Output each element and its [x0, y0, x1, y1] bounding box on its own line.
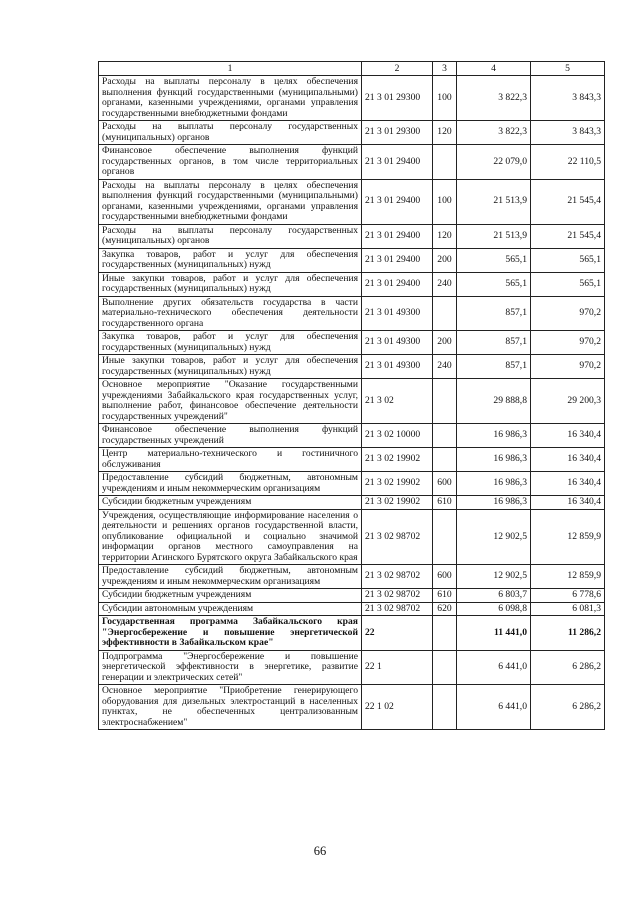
amount-year-2-cell: 11 286,2: [531, 616, 605, 651]
table-row: [99, 509, 605, 565]
row-name-cell: Государственная программа Забайкальского края "Энергосбережение и повышение энергетической эффективности в Забайкальском крае": [99, 616, 362, 651]
row-name-cell: Финансовое обеспечение выполнения функций государственных органов, в том числе территориальных органов: [99, 145, 362, 180]
amount-year-1-cell: 11 441,0: [457, 616, 531, 651]
expense-type-cell: 610: [433, 496, 457, 510]
expense-type-cell: [433, 509, 457, 565]
table-row: [99, 248, 605, 272]
table-row: [99, 424, 605, 448]
target-article-cell: 21 3 01 29400: [362, 145, 433, 180]
table-row: [99, 379, 605, 424]
expense-type-cell: 100: [433, 179, 457, 224]
expense-type-cell: 200: [433, 248, 457, 272]
target-article-cell: 21 3 02 19902: [362, 472, 433, 496]
row-name-cell: Подпрограмма "Энергосбережение и повышение энергетической эффективности в энергетике, развитие генерации и электрических сетей": [99, 650, 362, 685]
row-name-cell: Основное мероприятие "Оказание государственными учреждениями Забайкальского края государственных услуг, выполнение работ, финансовое обеспечение деятельности государственных учреждений": [99, 379, 362, 424]
expense-type-cell: 600: [433, 565, 457, 589]
amount-year-2-cell: 565,1: [531, 248, 605, 272]
column-number-5: 5: [531, 62, 605, 76]
table-row: [99, 296, 605, 331]
table-row: [99, 685, 605, 730]
column-number-2: 2: [362, 62, 433, 76]
amount-year-2-cell: 970,2: [531, 331, 605, 355]
amount-year-2-cell: 6 081,3: [531, 602, 605, 616]
target-article-cell: 21 3 02 10000: [362, 424, 433, 448]
amount-year-1-cell: 3 822,3: [457, 121, 531, 145]
target-article-cell: 21 3 01 49300: [362, 355, 433, 379]
row-name-cell: Центр материально-технического и гостиничного обслуживания: [99, 448, 362, 472]
table-row: [99, 496, 605, 510]
table-row: [99, 331, 605, 355]
amount-year-2-cell: 6 286,2: [531, 650, 605, 685]
amount-year-2-cell: 6 286,2: [531, 685, 605, 730]
page-number: 66: [313, 844, 327, 858]
amount-year-2-cell: 12 859,9: [531, 565, 605, 589]
row-name-cell: Расходы на выплаты персоналу в целях обеспечения выполнения функций государственными (муниципальными) органами, казенными учреждениями, органами управления государственными внебюджетными фондами: [99, 179, 362, 224]
amount-year-1-cell: 22 079,0: [457, 145, 531, 180]
expense-type-cell: [433, 448, 457, 472]
expense-type-cell: 200: [433, 331, 457, 355]
table-row: [99, 602, 605, 616]
expense-type-cell: 100: [433, 76, 457, 121]
expense-type-cell: [433, 379, 457, 424]
target-article-cell: 21 3 02 98702: [362, 602, 433, 616]
amount-year-1-cell: 6 441,0: [457, 650, 531, 685]
expense-type-cell: [433, 424, 457, 448]
amount-year-1-cell: 857,1: [457, 355, 531, 379]
column-number-3: 3: [433, 62, 457, 76]
table-row: [99, 472, 605, 496]
table-row: [99, 121, 605, 145]
expense-type-cell: 620: [433, 602, 457, 616]
target-article-cell: 22 1 02: [362, 685, 433, 730]
amount-year-1-cell: 12 902,5: [457, 509, 531, 565]
amount-year-1-cell: 857,1: [457, 331, 531, 355]
target-article-cell: 22: [362, 616, 433, 651]
table-row: [99, 589, 605, 603]
row-name-cell: Расходы на выплаты персоналу в целях обеспечения выполнения функций государственными (муниципальными) органами, казенными учреждениями, органами управления государственными внебюджетными фондами: [99, 76, 362, 121]
row-name-cell: Расходы на выплаты персоналу государственных (муниципальных) органов: [99, 224, 362, 248]
column-number-1: 1: [99, 62, 362, 76]
amount-year-2-cell: 21 545,4: [531, 179, 605, 224]
table-row: [99, 272, 605, 296]
target-article-cell: 21 3 02 98702: [362, 509, 433, 565]
amount-year-2-cell: 3 843,3: [531, 121, 605, 145]
amount-year-2-cell: 12 859,9: [531, 509, 605, 565]
amount-year-1-cell: 6 098,8: [457, 602, 531, 616]
target-article-cell: 21 3 02 98702: [362, 565, 433, 589]
budget-table: [98, 61, 605, 730]
table-row: [99, 76, 605, 121]
table-row: [99, 145, 605, 180]
amount-year-1-cell: 21 513,9: [457, 224, 531, 248]
column-number-row: [99, 62, 605, 76]
amount-year-2-cell: 29 200,3: [531, 379, 605, 424]
table-row: [99, 224, 605, 248]
expense-type-cell: [433, 685, 457, 730]
amount-year-1-cell: 857,1: [457, 296, 531, 331]
amount-year-1-cell: 12 902,5: [457, 565, 531, 589]
target-article-cell: 21 3 01 29400: [362, 248, 433, 272]
row-name-cell: Субсидии бюджетным учреждениям: [99, 589, 362, 603]
expense-type-cell: 240: [433, 272, 457, 296]
row-name-cell: Основное мероприятие "Приобретение генерирующего оборудования для дизельных электростанций в населенных пунктах, не обеспеченных централизованным электроснабжением": [99, 685, 362, 730]
amount-year-2-cell: 565,1: [531, 272, 605, 296]
row-name-cell: Иные закупки товаров, работ и услуг для обеспечения государственных (муниципальных) нужд: [99, 272, 362, 296]
target-article-cell: 21 3 01 29300: [362, 121, 433, 145]
amount-year-2-cell: 16 340,4: [531, 472, 605, 496]
target-article-cell: 21 3 02 19902: [362, 448, 433, 472]
target-article-cell: 21 3 02 98702: [362, 589, 433, 603]
budget-table-body: [99, 62, 605, 730]
amount-year-2-cell: 21 545,4: [531, 224, 605, 248]
amount-year-2-cell: 6 778,6: [531, 589, 605, 603]
expense-type-cell: [433, 616, 457, 651]
target-article-cell: 21 3 02: [362, 379, 433, 424]
amount-year-1-cell: 21 513,9: [457, 179, 531, 224]
row-name-cell: Иные закупки товаров, работ и услуг для обеспечения государственных (муниципальных) нужд: [99, 355, 362, 379]
expense-type-cell: 600: [433, 472, 457, 496]
amount-year-1-cell: 16 986,3: [457, 424, 531, 448]
row-name-cell: Закупка товаров, работ и услуг для обеспечения государственных (муниципальных) нужд: [99, 248, 362, 272]
expense-type-cell: 120: [433, 121, 457, 145]
table-row: [99, 565, 605, 589]
amount-year-2-cell: 970,2: [531, 355, 605, 379]
table-row: [99, 179, 605, 224]
amount-year-1-cell: 29 888,8: [457, 379, 531, 424]
table-row: [99, 355, 605, 379]
row-name-cell: Расходы на выплаты персоналу государственных (муниципальных) органов: [99, 121, 362, 145]
expense-type-cell: [433, 296, 457, 331]
amount-year-2-cell: 16 340,4: [531, 496, 605, 510]
amount-year-2-cell: 16 340,4: [531, 424, 605, 448]
amount-year-1-cell: 6 441,0: [457, 685, 531, 730]
column-number-4: 4: [457, 62, 531, 76]
amount-year-1-cell: 16 986,3: [457, 472, 531, 496]
expense-type-cell: 610: [433, 589, 457, 603]
amount-year-1-cell: 16 986,3: [457, 496, 531, 510]
amount-year-1-cell: 6 803,7: [457, 589, 531, 603]
target-article-cell: 21 3 01 29400: [362, 272, 433, 296]
table-row: [99, 650, 605, 685]
target-article-cell: 22 1: [362, 650, 433, 685]
target-article-cell: 21 3 01 29400: [362, 224, 433, 248]
table-row: [99, 616, 605, 651]
target-article-cell: 21 3 01 29400: [362, 179, 433, 224]
expense-type-cell: 240: [433, 355, 457, 379]
amount-year-1-cell: 565,1: [457, 248, 531, 272]
target-article-cell: 21 3 02 19902: [362, 496, 433, 510]
row-name-cell: Выполнение других обязательств государства в части материально-технического обеспечения деятельности государственного органа: [99, 296, 362, 331]
row-name-cell: Финансовое обеспечение выполнения функций государственных учреждений: [99, 424, 362, 448]
table-row: [99, 448, 605, 472]
amount-year-2-cell: 22 110,5: [531, 145, 605, 180]
row-name-cell: Предоставление субсидий бюджетным, автономным учреждениям и иным некоммерческим организациям: [99, 565, 362, 589]
row-name-cell: Учреждения, осуществляющие информирование населения о деятельности и решениях органов государственной власти, опубликование официальной и социально значимой информации органов местного самоуправления на территории Агинского Бурятского округа Забайкальского края: [99, 509, 362, 565]
target-article-cell: 21 3 01 49300: [362, 296, 433, 331]
amount-year-2-cell: 3 843,3: [531, 76, 605, 121]
target-article-cell: 21 3 01 29300: [362, 76, 433, 121]
amount-year-1-cell: 3 822,3: [457, 76, 531, 121]
row-name-cell: Субсидии автономным учреждениям: [99, 602, 362, 616]
expense-type-cell: 120: [433, 224, 457, 248]
row-name-cell: Предоставление субсидий бюджетным, автономным учреждениям и иным некоммерческим организациям: [99, 472, 362, 496]
row-name-cell: Субсидии бюджетным учреждениям: [99, 496, 362, 510]
expense-type-cell: [433, 145, 457, 180]
expense-type-cell: [433, 650, 457, 685]
row-name-cell: Закупка товаров, работ и услуг для обеспечения государственных (муниципальных) нужд: [99, 331, 362, 355]
amount-year-2-cell: 970,2: [531, 296, 605, 331]
target-article-cell: 21 3 01 49300: [362, 331, 433, 355]
amount-year-1-cell: 16 986,3: [457, 448, 531, 472]
amount-year-2-cell: 16 340,4: [531, 448, 605, 472]
amount-year-1-cell: 565,1: [457, 272, 531, 296]
